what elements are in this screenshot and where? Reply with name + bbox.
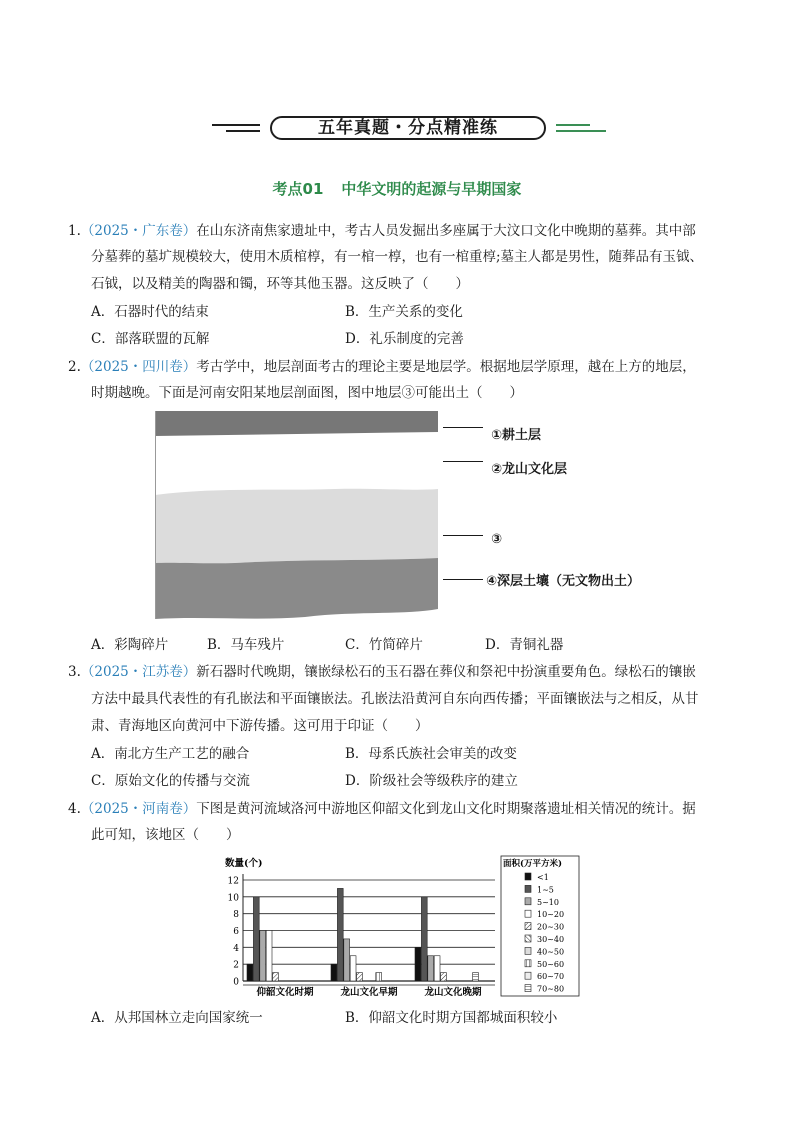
legend-entry: 60~70 [537, 972, 565, 982]
q2-option-b[interactable]: B．马车残片 [207, 637, 285, 653]
q3-line-2: 方法中最具代表性的有孔嵌法和平面镶嵌法。孔嵌法沿黄河自东向西传播；平面镶嵌法与之相反，从甘 [91, 691, 699, 707]
q2-number: 2. [68, 359, 81, 375]
legend-entry: 10~20 [537, 910, 565, 920]
q1-option-c[interactable]: C．部落联盟的瓦解 [91, 331, 210, 347]
q3-number: 3. [68, 664, 81, 680]
leader-line-1 [443, 427, 483, 428]
strata-figure [155, 411, 438, 621]
bar [337, 888, 343, 981]
y-tick-label: 10 [227, 893, 239, 904]
bar [357, 973, 363, 981]
q2-line-2: 时期越晚。下面是河南安阳某地层剖面图，图中地层③可能出土（ ） [91, 385, 523, 401]
bar [376, 973, 382, 981]
q1-number: 1. [68, 223, 81, 239]
q1-option-a[interactable]: A．石器时代的结束 [91, 304, 209, 320]
bar [260, 931, 266, 982]
legend-entry: 40~50 [537, 947, 565, 957]
section-heading: 中华文明的起源与早期国家 [341, 180, 522, 198]
legend-swatch [525, 923, 531, 930]
legend-entry: 50~60 [537, 959, 565, 969]
y-tick-label: 0 [233, 977, 239, 988]
bar [415, 947, 421, 981]
q2-text-1: 考古学中，地层剖面考古的理论主要是地层学。根据地层学原理，越在上方的地层， [196, 359, 696, 375]
x-category-label: 龙山文化早期 [340, 987, 398, 998]
bar [344, 939, 350, 981]
q1-text-1: 在山东济南焦家遗址中，考古人员发掘出多座属于大汶口文化中晚期的墓葬。其中部 [196, 223, 696, 239]
q2-option-c[interactable]: C．竹简碎片 [345, 637, 423, 653]
legend-swatch [525, 935, 531, 942]
q4-line-1 [68, 800, 696, 818]
q1-option-d[interactable]: D．礼乐制度的完善 [345, 331, 464, 347]
banner-right-line-1 [556, 124, 590, 126]
q1-line-3: 石钺，以及精美的陶器和镯，环等其他玉器。这反映了（ ） [91, 276, 469, 292]
bar [434, 956, 440, 981]
layer-label-1: ①耕土层 [491, 428, 542, 443]
legend-swatch [525, 873, 531, 880]
legend-swatch [525, 960, 531, 967]
q4-text-1: 下图是黄河流域洛河中游地区仰韶文化到龙山文化时期聚落遗址相关情况的统计。据 [196, 801, 696, 817]
bar [253, 897, 259, 981]
q1-line-1 [68, 222, 696, 240]
x-category-label: 仰韶文化时期 [256, 987, 314, 998]
y-tick-label: 4 [233, 943, 239, 954]
y-tick-label: 6 [233, 927, 239, 937]
legend-entry: 1~5 [537, 885, 554, 895]
stratum-3 [155, 489, 438, 563]
bar [428, 956, 434, 981]
bar [473, 973, 479, 981]
legend-swatch [525, 972, 531, 979]
q2-option-d[interactable]: D．青铜礼器 [485, 637, 564, 653]
layer-label-2: ②龙山文化层 [491, 462, 568, 477]
q4-source: （2025・河南卷） [80, 801, 197, 817]
q1-option-b[interactable]: B．生产关系的变化 [345, 304, 463, 320]
bar [421, 897, 427, 981]
bar [350, 956, 356, 981]
q1-source: （2025・广东卷） [80, 223, 197, 239]
q3-line-3: 肃、青海地区向黄河中下游传播。这可用于印证（ ） [91, 718, 429, 734]
y-tick-label: 8 [233, 910, 239, 921]
legend-swatch [525, 910, 531, 917]
legend-entry: 5~10 [537, 897, 559, 907]
section-number: 考点01 [272, 180, 324, 198]
settlement-bar-chart [223, 854, 581, 998]
y-tick-label: 2 [233, 960, 239, 971]
banner-title: 五年真题・分点精准练 [270, 116, 546, 140]
legend-entry: 20~30 [537, 922, 565, 932]
y-axis-label: 数量(个) [225, 858, 263, 869]
layer-label-4: ④深层土壤（无文物出土） [486, 574, 641, 589]
bar [273, 973, 279, 981]
x-category-label: 龙山文化晚期 [424, 987, 482, 998]
section-title [0, 178, 794, 199]
legend-swatch [525, 898, 531, 905]
q1-line-2: 分墓葬的墓圹规模较大，使用木质棺椁，有一棺一椁，也有一棺重椁;墓主人都是男性，随葬品有玉钺、 [91, 249, 704, 265]
q3-source: （2025・江苏卷） [80, 664, 197, 680]
q3-text-1: 新石器时代晚期，镶嵌绿松石的玉石器在葬仪和祭祀中扮演重要角色。绿松石的镶嵌 [196, 664, 696, 680]
bar [441, 973, 447, 981]
banner-left-line-1 [212, 124, 260, 126]
leader-line-2 [443, 461, 483, 462]
legend-entry: 30~40 [537, 935, 565, 944]
q3-option-b[interactable]: B．母系氏族社会审美的改变 [345, 746, 517, 762]
q4-line-2: 此可知，该地区（ ） [91, 827, 240, 843]
legend-swatch [525, 985, 531, 992]
leader-line-3 [443, 535, 483, 536]
legend-swatch [525, 885, 531, 892]
q4-option-a[interactable]: A．从邦国林立走向国家统一 [91, 1010, 263, 1026]
legend-swatch [525, 947, 531, 954]
q2-line-1 [68, 358, 696, 376]
q2-option-a[interactable]: A．彩陶碎片 [91, 637, 169, 653]
stratum-4 [155, 558, 438, 619]
legend-entry: 70~80 [537, 984, 565, 994]
q2-source: （2025・四川卷） [80, 359, 197, 375]
y-tick-label: 12 [227, 876, 239, 887]
bar [247, 964, 253, 981]
q4-number: 4. [68, 801, 81, 817]
stratum-1 [155, 411, 438, 436]
leader-line-4 [443, 579, 483, 580]
banner-right-line-2 [556, 130, 606, 132]
q4-option-b[interactable]: B．仰韶文化时期方国都城面积较小 [345, 1010, 558, 1026]
banner-left-line-2 [226, 130, 260, 132]
layer-label-3: ③ [491, 532, 503, 547]
bar [331, 964, 337, 981]
q3-option-a[interactable]: A．南北方生产工艺的融合 [91, 746, 250, 762]
q3-option-c[interactable]: C．原始文化的传播与交流 [91, 773, 250, 789]
q3-line-1 [68, 663, 696, 681]
legend-entry: <1 [537, 873, 549, 882]
q3-option-d[interactable]: D．阶级社会等级秩序的建立 [345, 773, 518, 789]
legend-title: 面积(万平方米) [503, 859, 563, 869]
bar [266, 931, 272, 982]
